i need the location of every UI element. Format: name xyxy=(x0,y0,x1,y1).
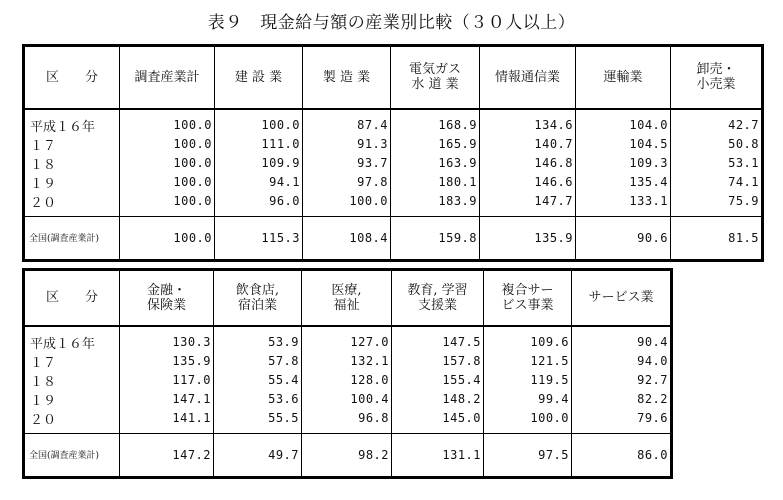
value-cell: 121.5 xyxy=(484,352,572,371)
value-cell: 146.6 xyxy=(480,173,576,192)
year-label: 平成１６年 xyxy=(24,326,120,352)
wage-comparison-table-2 xyxy=(22,268,673,479)
value-cell: 159.8 xyxy=(391,216,480,260)
value-cell: 50.8 xyxy=(728,137,759,151)
value-cell: 100.0 xyxy=(120,135,215,154)
header-label: 複合サー xyxy=(501,282,554,298)
value-cell: 132.1 xyxy=(302,352,392,371)
value-cell: 147.2 xyxy=(120,433,214,477)
value-cell: 100.0 xyxy=(215,109,303,135)
table-row xyxy=(24,173,763,192)
value-cell: 155.4 xyxy=(392,371,484,390)
value-cell: 87.4 xyxy=(303,109,391,135)
value-cell: 57.8 xyxy=(214,352,302,371)
industry-column-header xyxy=(671,46,763,109)
header-label: 建 設 業 xyxy=(234,69,283,85)
header-label: 飲食店, xyxy=(235,282,280,298)
industry-column-header xyxy=(576,46,671,109)
industry-column-header xyxy=(392,270,484,326)
value-cell: 100.0 xyxy=(120,192,215,217)
value-cell: 109.9 xyxy=(215,154,303,173)
header-label: 金融・ xyxy=(146,282,186,298)
value-cell: 119.5 xyxy=(484,371,572,390)
category-column-header xyxy=(24,270,120,326)
value-cell: 74.1 xyxy=(728,175,759,189)
value-cell: 96.0 xyxy=(215,192,303,217)
header-label: 医療, xyxy=(331,282,362,298)
value-cell: 135.9 xyxy=(480,216,576,260)
value-cell: 157.8 xyxy=(392,352,484,371)
value-cell: 145.0 xyxy=(392,409,484,434)
header-row xyxy=(24,270,672,326)
industry-column-header xyxy=(303,46,391,109)
header-label: 製 造 業 xyxy=(322,69,371,85)
industry-column-header xyxy=(484,270,572,326)
national-label: 全国(調査産業計) xyxy=(24,216,120,260)
header-label: 支援業 xyxy=(417,297,457,313)
year-label: １８ xyxy=(24,154,120,173)
table-row xyxy=(24,192,763,217)
value-cell: 147.1 xyxy=(120,390,214,409)
value-cell: 130.3 xyxy=(120,326,214,352)
table-row xyxy=(24,109,763,135)
value-cell: 97.5 xyxy=(484,433,572,477)
value-cell: 99.4 xyxy=(484,390,572,409)
value-cell: 94.0 xyxy=(637,354,668,368)
value-cell: 165.9 xyxy=(391,135,480,154)
year-label: １８ xyxy=(24,371,120,390)
value-cell: 180.1 xyxy=(391,173,480,192)
year-label: １７ xyxy=(24,352,120,371)
year-label: １９ xyxy=(24,173,120,192)
value-cell: 49.7 xyxy=(214,433,302,477)
header-label: 保険業 xyxy=(146,297,186,313)
value-cell: 94.1 xyxy=(215,173,303,192)
header-label: 福祉 xyxy=(333,297,360,313)
header-label: ビス事業 xyxy=(501,297,554,313)
value-cell: 141.1 xyxy=(120,409,214,434)
value-cell: 133.1 xyxy=(576,192,671,217)
table-row xyxy=(24,135,763,154)
value-cell: 55.4 xyxy=(214,371,302,390)
value-cell: 135.4 xyxy=(576,173,671,192)
industry-column-header xyxy=(215,46,303,109)
value-cell: 146.8 xyxy=(480,154,576,173)
value-cell: 163.9 xyxy=(391,154,480,173)
year-label: 平成１６年 xyxy=(24,109,120,135)
category-column-header xyxy=(24,46,120,109)
value-cell: 79.6 xyxy=(637,411,668,425)
value-cell: 100.0 xyxy=(484,409,572,434)
year-label: ２０ xyxy=(24,409,120,434)
value-cell: 53.6 xyxy=(214,390,302,409)
value-cell: 100.0 xyxy=(303,192,391,217)
table-row xyxy=(24,371,672,390)
header-label: 卸売・ xyxy=(696,62,736,78)
value-cell: 92.7 xyxy=(637,373,668,387)
value-cell: 96.8 xyxy=(302,409,392,434)
value-cell: 117.0 xyxy=(120,371,214,390)
industry-column-header xyxy=(302,270,392,326)
value-cell: 81.5 xyxy=(671,216,763,260)
header-label: 運輸業 xyxy=(603,69,643,85)
value-cell: 53.9 xyxy=(214,326,302,352)
table-row xyxy=(24,352,672,371)
value-cell: 90.6 xyxy=(576,216,671,260)
value-cell: 100.0 xyxy=(120,216,215,260)
value-cell: 147.7 xyxy=(480,192,576,217)
value-cell: 104.5 xyxy=(576,135,671,154)
industry-column-header xyxy=(214,270,302,326)
value-cell: 134.6 xyxy=(480,109,576,135)
value-cell: 147.5 xyxy=(392,326,484,352)
industry-column-header xyxy=(120,46,215,109)
value-cell: 109.3 xyxy=(576,154,671,173)
value-cell: 100.0 xyxy=(120,173,215,192)
value-cell: 86.0 xyxy=(572,433,672,477)
year-label: １９ xyxy=(24,390,120,409)
national-label: 全国(調査産業計) xyxy=(24,433,120,477)
header-row xyxy=(24,46,763,109)
value-cell: 108.4 xyxy=(303,216,391,260)
value-cell: 53.1 xyxy=(728,156,759,170)
value-cell: 91.3 xyxy=(303,135,391,154)
value-cell: 100.0 xyxy=(120,109,215,135)
header-label: 宿泊業 xyxy=(237,297,277,313)
value-cell: 100.0 xyxy=(120,154,215,173)
value-cell: 140.7 xyxy=(480,135,576,154)
value-cell: 131.1 xyxy=(392,433,484,477)
value-cell: 97.8 xyxy=(303,173,391,192)
year-label: ２０ xyxy=(24,192,120,217)
value-cell: 115.3 xyxy=(215,216,303,260)
value-cell: 55.5 xyxy=(214,409,302,434)
value-cell: 100.4 xyxy=(302,390,392,409)
table-row xyxy=(24,154,763,173)
header-label: サービス業 xyxy=(588,290,654,306)
industry-column-header xyxy=(572,270,672,326)
value-cell: 42.7 xyxy=(728,118,759,132)
header-label: 区 分 xyxy=(45,69,98,85)
value-cell: 82.2 xyxy=(637,392,668,406)
industry-column-header xyxy=(480,46,576,109)
value-cell: 75.9 xyxy=(728,194,759,208)
value-cell: 127.0 xyxy=(302,326,392,352)
page-title: 表９ 現金給与額の産業別比較（３０人以上） xyxy=(207,13,576,33)
value-cell: 183.9 xyxy=(391,192,480,217)
industry-column-header xyxy=(391,46,480,109)
wage-comparison-table-1 xyxy=(22,44,764,262)
value-cell: 135.9 xyxy=(120,352,214,371)
header-label: 教育, 学習 xyxy=(407,282,468,298)
industry-column-header xyxy=(120,270,214,326)
header-label: 水 道 業 xyxy=(411,77,459,93)
header-label: 区 分 xyxy=(45,290,98,306)
value-cell: 128.0 xyxy=(302,371,392,390)
table-row xyxy=(24,390,672,409)
value-cell: 90.4 xyxy=(637,335,668,349)
header-label: 電気ガス xyxy=(408,62,461,78)
table-row xyxy=(24,326,672,352)
value-cell: 168.9 xyxy=(391,109,480,135)
value-cell: 93.7 xyxy=(303,154,391,173)
value-cell: 109.6 xyxy=(484,326,572,352)
national-row xyxy=(24,433,672,477)
header-label: 情報通信業 xyxy=(494,69,560,85)
value-cell: 111.0 xyxy=(215,135,303,154)
table-row xyxy=(24,409,672,434)
header-label: 調査産業計 xyxy=(134,69,200,85)
header-label: 小売業 xyxy=(696,77,736,93)
national-row xyxy=(24,216,763,260)
value-cell: 104.0 xyxy=(576,109,671,135)
year-label: １７ xyxy=(24,135,120,154)
value-cell: 148.2 xyxy=(392,390,484,409)
value-cell: 98.2 xyxy=(302,433,392,477)
